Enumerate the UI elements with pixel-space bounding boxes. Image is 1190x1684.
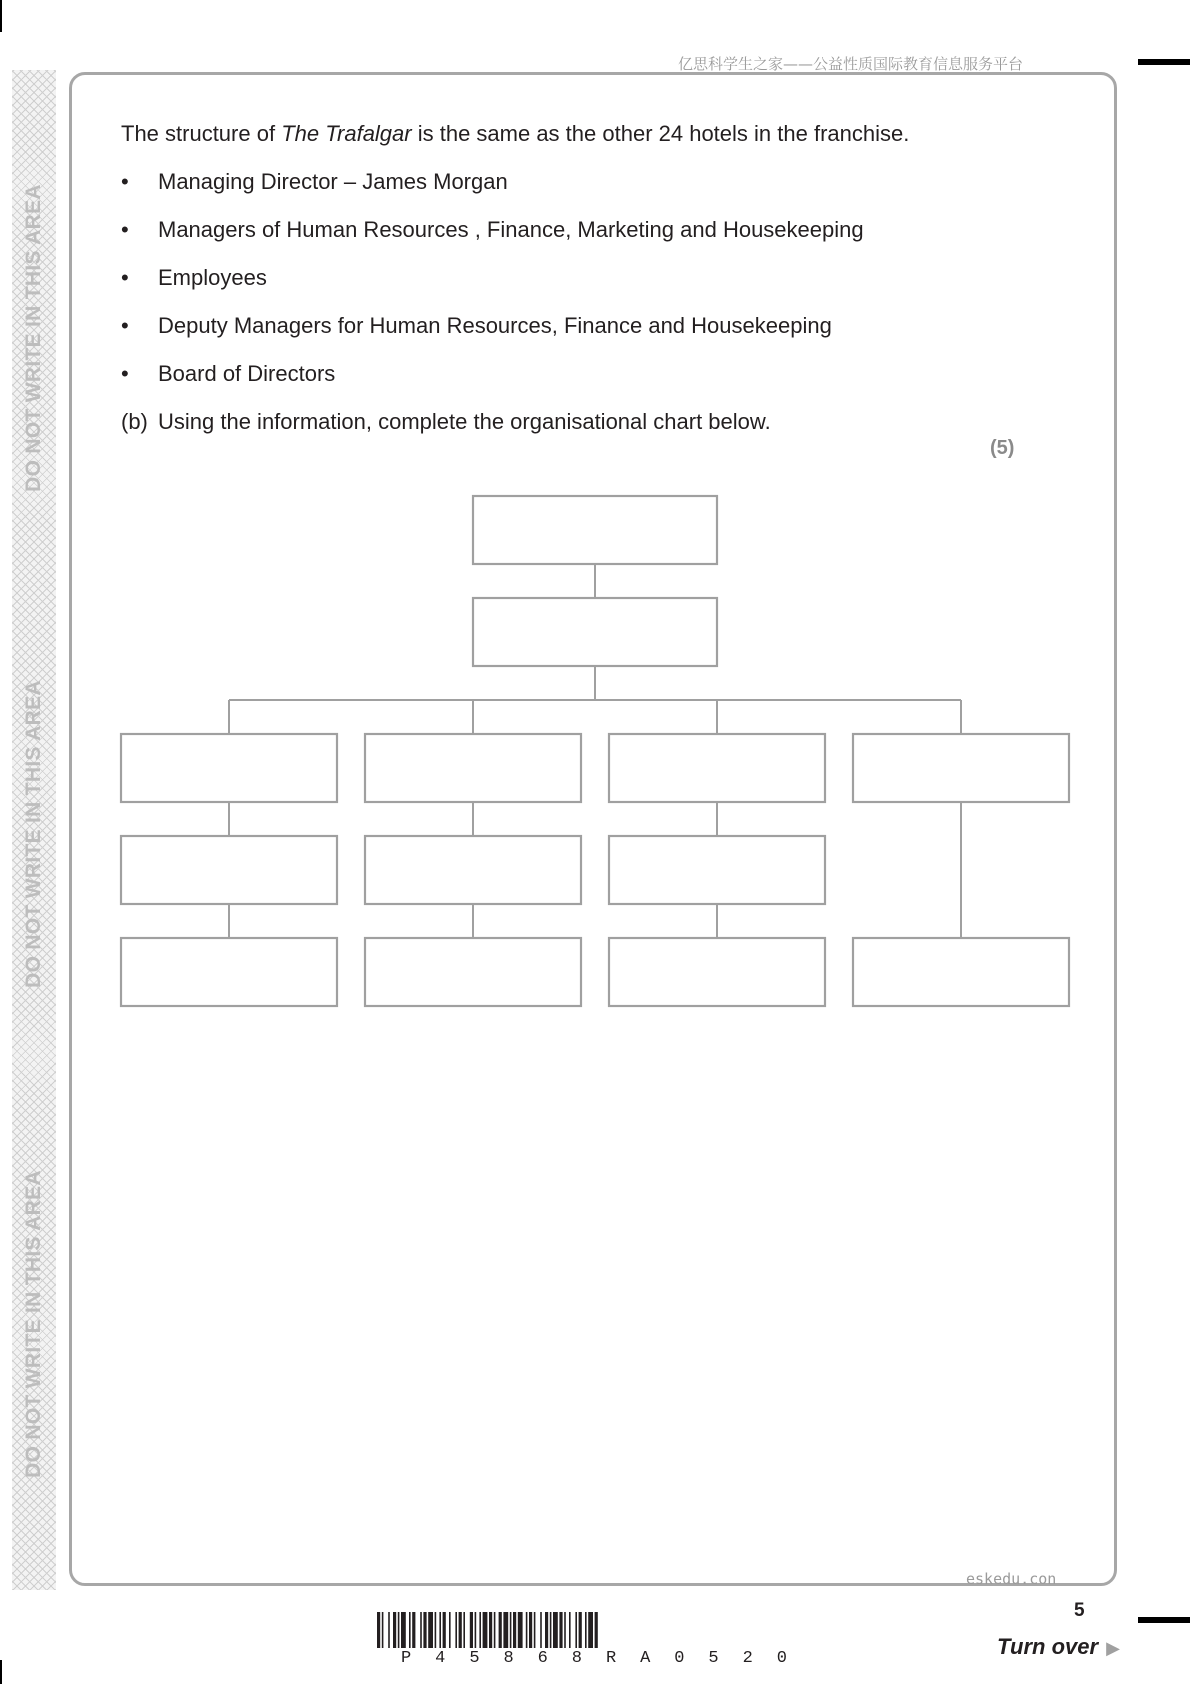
barcode-char: 6	[537, 1649, 548, 1668]
barcode-bar	[388, 1612, 390, 1648]
barcode-bar	[499, 1612, 502, 1648]
barcode-bar	[588, 1612, 593, 1648]
org-box-level3-3[interactable]	[609, 734, 825, 802]
barcode-bar	[401, 1612, 406, 1648]
barcode-bar	[412, 1612, 415, 1648]
barcode-bar	[377, 1612, 380, 1648]
bullet-text: Managing Director – James Morgan	[158, 169, 508, 194]
barcode-bar	[503, 1612, 508, 1648]
barcode-bar	[428, 1612, 433, 1648]
bullet-icon: •	[121, 217, 129, 242]
bullet-text: Board of Directors	[158, 361, 336, 386]
barcode-bar	[463, 1612, 465, 1648]
intro-before: The structure of	[121, 121, 282, 146]
org-box-level2[interactable]	[473, 598, 717, 666]
org-box-level5-4[interactable]	[853, 938, 1069, 1006]
barcode-bar	[529, 1612, 532, 1648]
barcode-char: 0	[776, 1649, 787, 1668]
barcode-bar	[479, 1612, 481, 1648]
org-box-level5-2[interactable]	[365, 938, 581, 1006]
barcode-bar	[470, 1612, 473, 1648]
barcode-bar	[455, 1612, 457, 1648]
bullet-text: Deputy Managers for Human Resources, Finance and Housekeeping	[158, 313, 832, 338]
watermark-top: 亿思科学生之家——公益性质国际教育信息服务平台	[678, 55, 1024, 73]
barcode-bar	[443, 1612, 446, 1648]
barcode-char: 4	[435, 1649, 446, 1668]
barcode-bar	[569, 1612, 571, 1648]
barcode	[375, 1612, 825, 1648]
margin-warning-2: DO NOT WRITE IN THIS AREA	[22, 680, 45, 988]
hotel-name: The Trafalgar	[281, 121, 412, 146]
margin-warning-1: DO NOT WRITE IN THIS AREA	[22, 184, 45, 492]
barcode-bar	[393, 1612, 396, 1648]
org-box-level4-2[interactable]	[365, 836, 581, 904]
turn-over-label: Turn over	[997, 1634, 1099, 1659]
barcode-digits	[401, 1649, 787, 1668]
barcode-bar	[550, 1612, 552, 1648]
barcode-bar	[559, 1612, 562, 1648]
barcode-bar	[398, 1612, 400, 1648]
barcode-bar	[526, 1612, 528, 1648]
org-box-level5-1[interactable]	[121, 938, 337, 1006]
barcode-char: 8	[503, 1649, 514, 1668]
barcode-bar	[423, 1612, 426, 1648]
intro-after: is the same as the other 24 hotels in the franchise.	[411, 121, 910, 146]
barcode-char: 0	[674, 1649, 685, 1668]
barcode-bar	[513, 1612, 516, 1648]
barcode-bar	[439, 1612, 441, 1648]
barcode-bar	[518, 1612, 523, 1648]
barcode-bar	[494, 1612, 496, 1648]
barcode-char: 5	[469, 1649, 480, 1668]
bullet-icon: •	[121, 361, 129, 386]
barcode-char: R	[605, 1649, 617, 1668]
question-number: (b)	[121, 409, 148, 434]
question-text: Using the information, complete the organisational chart below.	[158, 409, 771, 434]
barcode-bar	[553, 1612, 558, 1648]
barcode-char: A	[640, 1649, 651, 1668]
barcode-bar	[564, 1612, 566, 1648]
barcode-bar	[579, 1612, 582, 1648]
barcode-bar	[382, 1612, 384, 1648]
org-box-level3-4[interactable]	[853, 734, 1069, 802]
barcode-bar	[545, 1612, 548, 1648]
barcode-bar	[510, 1612, 512, 1648]
barcode-bar	[483, 1612, 488, 1648]
bullet-text: Managers of Human Resources , Finance, Marketing and Housekeeping	[158, 217, 864, 242]
barcode-char: 8	[571, 1649, 582, 1668]
barcode-bar	[575, 1612, 577, 1648]
barcode-bar	[475, 1612, 477, 1648]
org-box-level4-1[interactable]	[121, 836, 337, 904]
marks-label: (5)	[990, 437, 1015, 459]
bullet-text: Employees	[158, 265, 267, 290]
org-box-level4-3[interactable]	[609, 836, 825, 904]
barcode-bar	[420, 1612, 422, 1648]
turn-over	[997, 1634, 1120, 1660]
barcode-bar	[540, 1612, 542, 1648]
page-number: 5	[1074, 1600, 1085, 1621]
barcode-bar	[409, 1612, 411, 1648]
org-box-level1[interactable]	[473, 496, 717, 564]
org-box-level3-1[interactable]	[121, 734, 337, 802]
bullet-icon: •	[121, 265, 129, 290]
barcode-bar	[449, 1612, 451, 1648]
margin-warning-3: DO NOT WRITE IN THIS AREA	[22, 1170, 45, 1478]
org-box-level3-2[interactable]	[365, 734, 581, 802]
barcode-bar	[534, 1612, 536, 1648]
barcode-bar	[489, 1612, 492, 1648]
barcode-char: 5	[708, 1649, 719, 1668]
bullet-icon: •	[121, 169, 129, 194]
barcode-bar	[595, 1612, 598, 1648]
watermark-bottom: eskedu.con	[966, 1570, 1057, 1588]
org-box-level5-3[interactable]	[609, 938, 825, 1006]
turn-over-arrow-icon: ▶	[1106, 1638, 1120, 1658]
barcode-char: 2	[742, 1649, 753, 1668]
barcode-bar	[585, 1612, 587, 1648]
barcode-bar	[459, 1612, 462, 1648]
barcode-char: P	[401, 1649, 412, 1668]
barcode-bar	[435, 1612, 437, 1648]
bullet-icon: •	[121, 313, 129, 338]
